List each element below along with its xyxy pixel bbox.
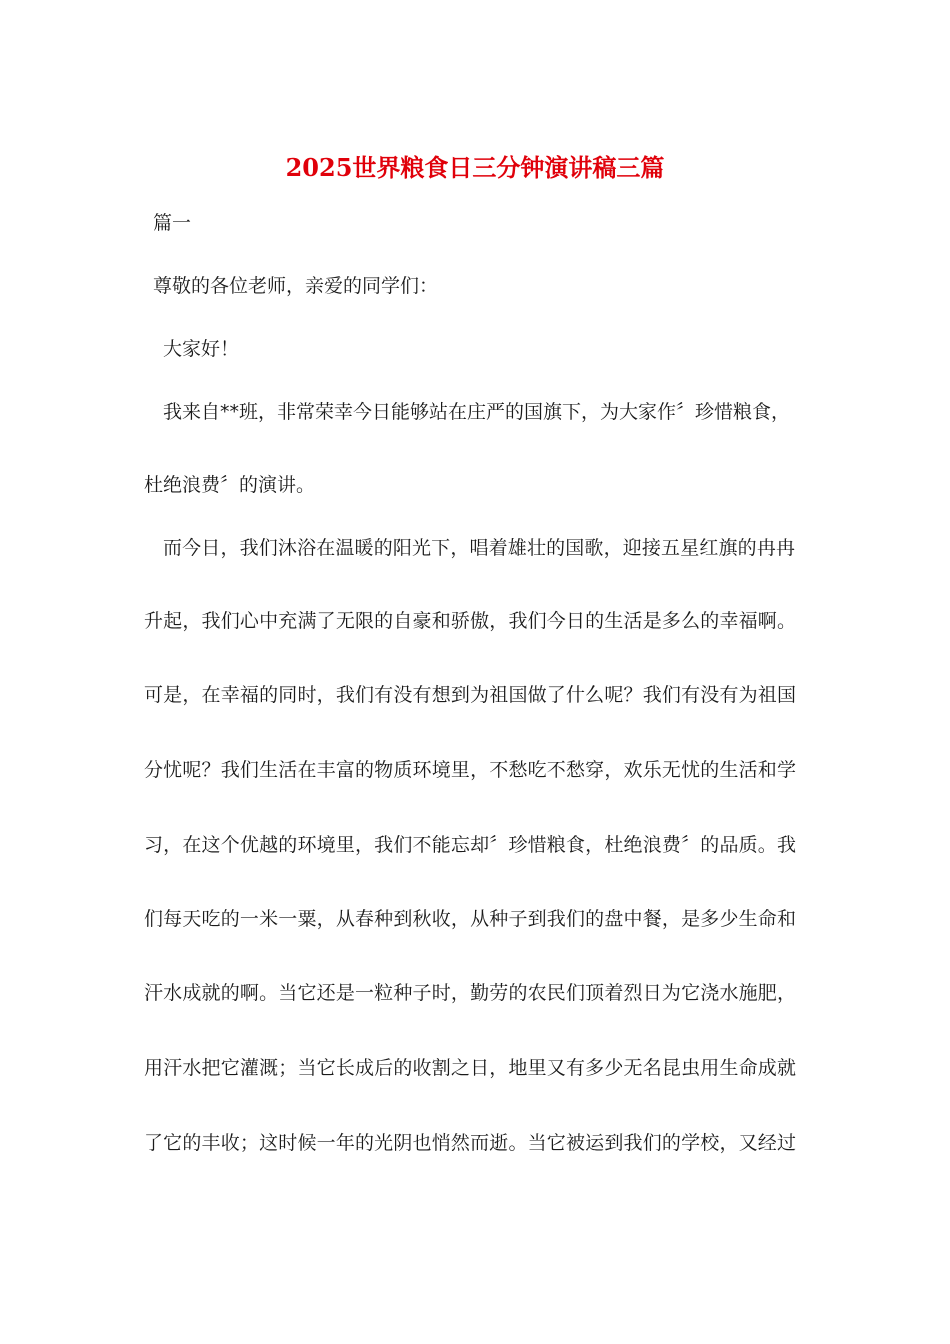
paragraph-line-10: 用汗水把它灌溉；当它长成后的收割之日，地里又有多少无名昆虫用生命成就	[144, 1057, 796, 1079]
paragraph-line-6: 分忧呢？我们生活在丰富的物质环境里，不愁吃不愁穿，欢乐无忧的生活和学	[144, 759, 796, 781]
greeting: 大家好！	[163, 338, 240, 360]
paragraph-line-11: 了它的丰收；这时候一年的光阴也悄然而逝。当它被运到我们的学校，又经过	[144, 1132, 796, 1154]
paragraph-line-2: 杜绝浪费〞的演讲。	[144, 474, 316, 496]
section-label: 篇一	[153, 212, 192, 234]
paragraph-line-1: 我来自**班，非常荣幸今日能够站在庄严的国旗下，为大家作〞珍惜粮食，	[163, 401, 791, 423]
paragraph-line-5: 可是，在幸福的同时，我们有没有想到为祖国做了什么呢？我们有没有为祖国	[144, 684, 796, 706]
paragraph-line-8: 们每天吃的一米一粟，从春种到秋收，从种子到我们的盘中餐，是多少生命和	[144, 908, 796, 930]
document-title: 2025世界粮食日三分钟演讲稿三篇	[285, 153, 665, 182]
paragraph-line-4: 升起，我们心中充满了无限的自豪和骄傲，我们今日的生活是多么的幸福啊。	[144, 610, 796, 632]
paragraph-line-3: 而今日，我们沐浴在温暖的阳光下，唱着雄壮的国歌，迎接五星红旗的冉冉	[163, 537, 795, 559]
salutation: 尊敬的各位老师，亲爱的同学们：	[153, 275, 439, 297]
paragraph-line-9: 汗水成就的啊。当它还是一粒种子时，勤劳的农民们顶着烈日为它浇水施肥，	[144, 982, 796, 1004]
paragraph-line-7: 习，在这个优越的环境里，我们不能忘却〞珍惜粮食，杜绝浪费〞的品质。我	[144, 834, 796, 856]
